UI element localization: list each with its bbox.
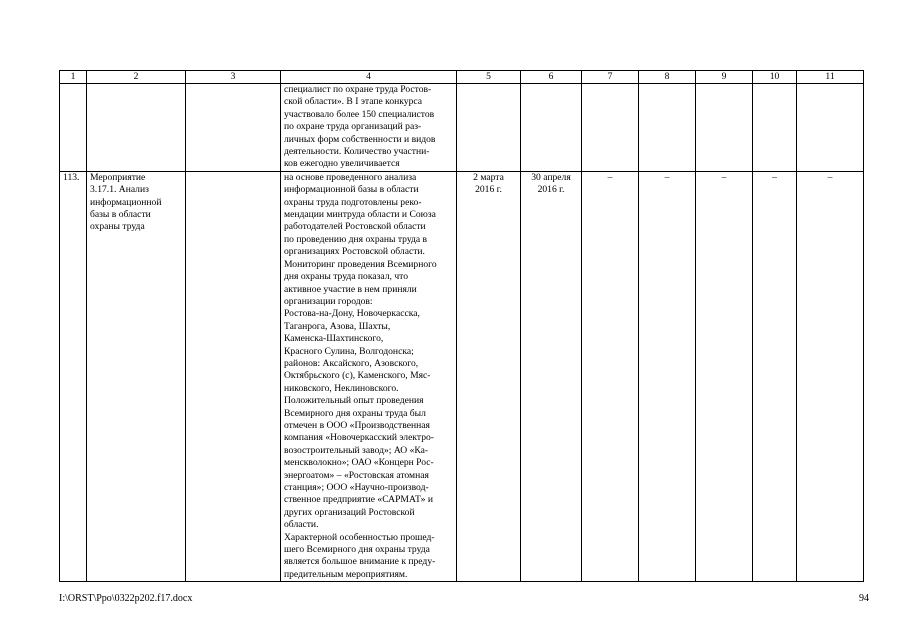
text-line: Всемирного дня охраны труда был [284,407,426,419]
row-number: 113. [60,171,87,581]
empty-cell [457,84,521,172]
text-line: компания «Новочеркасский электро- [284,432,434,444]
text-line: Ростова-на-Дону, Новочеркасска, [284,308,420,320]
text-line: отмечен в ООО «Производственная [284,419,430,431]
empty-cell [753,84,797,172]
empty-cell [696,84,753,172]
column-number: 5 [457,71,521,84]
dash-cell: – [797,171,864,581]
text-line: работодателей Ростовской области [284,221,426,233]
text-line: ственное предприятие «САРМАТ» и [284,494,433,506]
text-line: дня охраны труда показал, что [284,271,409,283]
column-number: 10 [753,71,797,84]
text-line: Мониторинг проведения Всемирного [284,258,437,270]
date-line: 30 апреля [531,171,571,183]
column-number: 6 [521,71,582,84]
empty-cell [797,84,864,172]
text-line: ков ежегодно увеличивается [284,158,400,170]
text-line: специалист по охране труда Ростов- [284,84,432,95]
text-line: Октябрьского (с), Каменского, Мяс- [284,370,431,382]
empty-cell [186,171,281,581]
text-line: личных форм собственности и видов [284,133,436,145]
text-line: Характерной особенностью прошед- [284,531,435,543]
column-number: 11 [797,71,864,84]
text-line: области. [284,519,319,531]
table-row-113 [60,171,864,581]
text-line: возостроительный завод»; АО «Ка- [284,444,429,456]
report-table [59,70,864,582]
column-number: 2 [87,71,186,84]
text-line: районов: Аксайского, Азовского, [284,357,419,369]
continuation-row [60,84,864,172]
start-date [457,171,521,581]
dash-cell: – [696,171,753,581]
date-line: 2016 г. [537,184,565,196]
empty-cell [582,84,639,172]
text-line: энергоатом» – «Ростовская атомная [284,469,429,481]
text-line: деятельности. Количество участни- [284,146,430,158]
column-number: 7 [582,71,639,84]
empty-cell [521,84,582,172]
text-line: является большое внимание к преду- [284,556,436,568]
text-line: Положительный опыт проведения [284,395,424,407]
text-line: информационной базы в области [284,184,419,196]
text-line: охраны труда [90,221,145,233]
column-number-row [60,71,864,84]
text-line: предительным мероприятиям. [284,568,408,580]
text-line: организации городов: [284,295,373,307]
text-line: менскволокно»; ОАО «Концерн Рос- [284,457,434,469]
empty-cell [639,84,696,172]
text-line: базы в области [90,209,151,221]
text-line: Таганрога, Азова, Шахты, [284,320,391,332]
text-line: шего Всемирного дня охраны труда [284,544,430,556]
result-text [281,171,457,581]
text-line: организациях Ростовской области. [284,246,425,258]
column-number: 1 [60,71,87,84]
text-line: участвовало более 150 специалистов [284,108,435,120]
dash-cell: – [753,171,797,581]
text-line: мендации минтруда области и Союза [284,209,436,221]
event-name [87,171,186,581]
date-line: 2016 г. [475,184,502,196]
text-line: станция»; ООО «Научно-производ- [284,482,429,493]
text-line: активное участие в нем приняли [284,283,417,295]
dash-cell: – [639,171,696,581]
text-line: ской области». В I этапе конкурса [284,96,423,108]
text-line: Красного Сулина, Волгодонска; [284,345,414,357]
empty-cell [186,84,281,172]
empty-cell [60,84,87,172]
text-line: на основе проведенного анализа [284,171,417,183]
column-number: 9 [696,71,753,84]
end-date [521,171,582,581]
text-line: Мероприятие [90,171,146,183]
text-line: по проведению дня охраны труда в [284,233,428,245]
text-line: охраны труда подготовлены реко- [284,196,422,208]
text-line: других организаций Ростовской [284,506,415,518]
empty-cell [87,84,186,172]
page-number: 94 [859,593,869,604]
footer-file-path: I:\ORST\Ppo\0322p202.f17.docx [59,593,193,604]
column-number: 8 [639,71,696,84]
dash-cell: – [582,171,639,581]
text-line: информационной [90,196,162,208]
text-line: никовского, Неклиновского. [284,382,399,394]
text-line: Каменска-Шахтинского, [284,333,384,345]
continued-result-text [281,84,457,172]
column-number: 4 [281,71,457,84]
text-line: 3.17.1. Анализ [90,184,149,196]
column-number: 3 [186,71,281,84]
text-line: по охране труда организаций раз- [284,121,422,133]
date-line: 2 марта [473,171,504,183]
